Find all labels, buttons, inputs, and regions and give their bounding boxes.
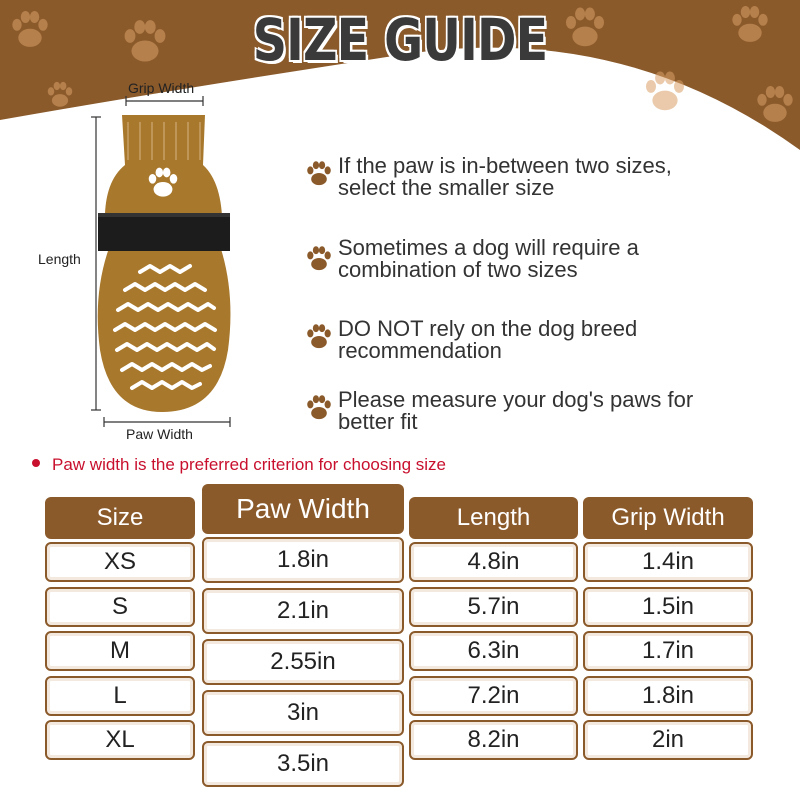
tip-3: DO NOT rely on the dog breed recommendation bbox=[338, 316, 638, 363]
paw-icon bbox=[306, 160, 332, 186]
header-size: Size bbox=[45, 497, 195, 539]
size-cell: XS bbox=[45, 542, 195, 582]
size-cell: L bbox=[45, 676, 195, 716]
grip-width-cell: 1.8in bbox=[583, 676, 753, 716]
length-cell: 8.2in bbox=[409, 720, 578, 760]
paw-width-cell: 1.8in bbox=[202, 537, 404, 583]
paw-width-cell: 2.55in bbox=[202, 639, 404, 685]
sock-illustration bbox=[91, 96, 230, 427]
size-cell: S bbox=[45, 587, 195, 627]
header-length: Length bbox=[409, 497, 578, 539]
grip-width-cell: 2in bbox=[583, 720, 753, 760]
length-cell: 7.2in bbox=[409, 676, 578, 716]
paw-icon bbox=[306, 245, 332, 271]
tip-1: If the paw is in-between two sizes, select the smaller size bbox=[338, 153, 672, 200]
tip-2: Sometimes a dog will require a combination of two sizes bbox=[338, 235, 639, 282]
grip-width-label: Grip Width bbox=[128, 80, 195, 96]
paw-width-cell: 3in bbox=[202, 690, 404, 736]
paw-width-cell: 3.5in bbox=[202, 741, 404, 787]
page-title: SIZE GUIDE bbox=[252, 6, 548, 74]
grip-width-cell: 1.7in bbox=[583, 631, 753, 671]
bullet-dot bbox=[32, 459, 40, 467]
length-cell: 6.3in bbox=[409, 631, 578, 671]
length-cell: 4.8in bbox=[409, 542, 578, 582]
size-cell: M bbox=[45, 631, 195, 671]
paw-width-label: Paw Width bbox=[126, 426, 193, 442]
header-grip-width: Grip Width bbox=[583, 497, 753, 539]
size-criterion-note: Paw width is the preferred criterion for choosing size bbox=[52, 455, 447, 474]
paw-icon bbox=[306, 323, 332, 349]
length-cell: 5.7in bbox=[409, 587, 578, 627]
paw-width-cell: 2.1in bbox=[202, 588, 404, 634]
header-paw-width: Paw Width bbox=[202, 484, 404, 534]
paw-icon bbox=[306, 394, 332, 420]
size-cell: XL bbox=[45, 720, 195, 760]
tip-4: Please measure your dog's paws for better fit bbox=[338, 387, 694, 434]
grip-width-cell: 1.4in bbox=[583, 542, 753, 582]
length-label: Length bbox=[38, 251, 81, 267]
grip-width-cell: 1.5in bbox=[583, 587, 753, 627]
